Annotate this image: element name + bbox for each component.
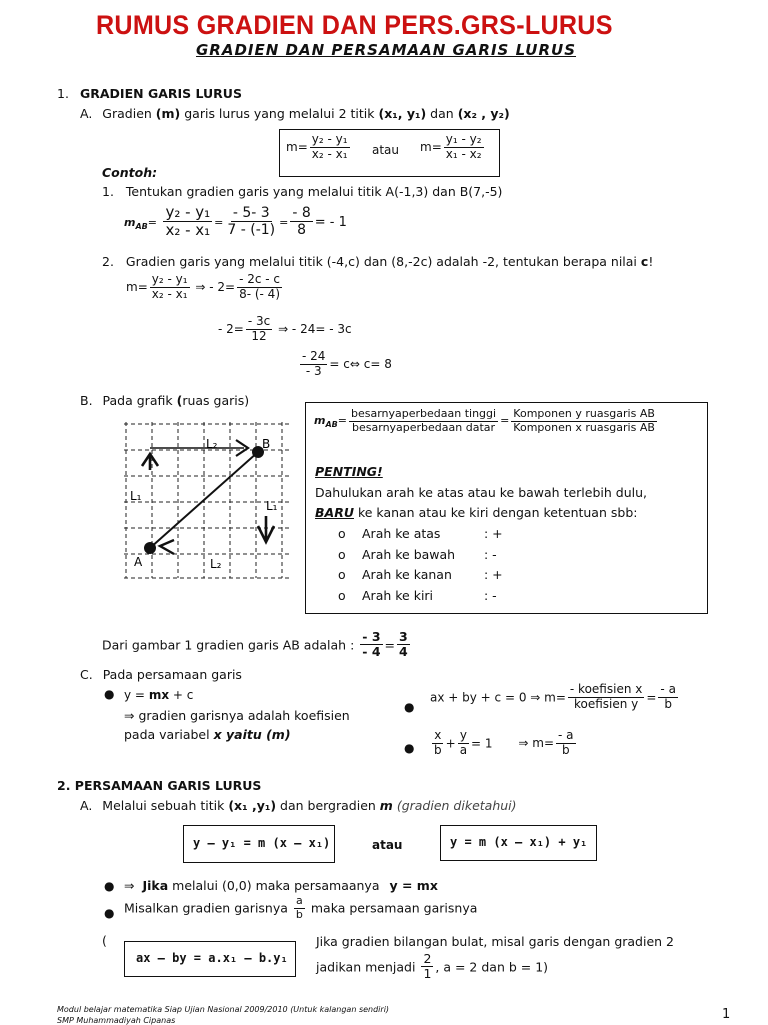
s2-bullet-1: ⇒ Jika melalui (0,0) maka persamaanya y = mx [124, 878, 438, 893]
label-l2-bottom: L₂ [210, 557, 222, 571]
c-bullet-1: y = mx + c [124, 688, 194, 702]
point-2: (x₂ , y₂) [457, 106, 510, 121]
numerator: - 8 [292, 205, 311, 222]
formula-text: y = m (x – x₁) + y₁ [450, 835, 588, 849]
denominator: 4 [399, 644, 408, 660]
numerator: y₂ - y₁ [165, 203, 211, 221]
equals: = [337, 414, 347, 428]
mab-label: $m_{AB}$ [314, 414, 338, 430]
formula-atau: atau [372, 838, 403, 852]
direction-list [338, 524, 503, 606]
numerator: - 3c [247, 314, 271, 328]
equals: = [384, 637, 396, 653]
bullet-icon: ● [104, 906, 115, 920]
example-1 [102, 184, 502, 199]
penting-line-1: Dahulukan arah ke atas atau ke bawah terlebih dulu, [315, 485, 647, 500]
denominator: - 3 [305, 363, 322, 378]
s2-bullet-2: Misalkan gradien garisnya $\frac{a}{b}$ maka persamaan garisnya [124, 894, 478, 921]
denominator: besarnyaperbedaan datar [352, 420, 496, 434]
text: Gradien [102, 106, 152, 121]
denominator: - 4 [362, 644, 381, 660]
text: ke kanan atau ke kiri dengan ketentuan sbb: [357, 505, 638, 520]
numerator: y₂ - y₁ [311, 132, 348, 146]
label-l2-top: L₂ [206, 437, 218, 451]
arrow-down-icon [258, 516, 274, 542]
c-bullet-1-line-2: ⇒ gradien garisnya adalah koefisien [124, 708, 350, 723]
text: ! [648, 254, 654, 269]
number: 2. [102, 254, 114, 269]
label-l1-right: L₁ [266, 499, 278, 513]
example-1-solution: $m_{AB}=$ $\frac{\text{y₂ - y₁}}{\text{x₂ - x₁}}$ = $\frac{- 5- 3}{7 - (-1)}$ = $\frac{- 8}{8}$ = - 1 [124, 203, 347, 240]
arrow: ⇒ - 2= [195, 279, 236, 294]
numerator: y₁ - y₂ [445, 132, 482, 146]
result: = - 1 [314, 214, 347, 230]
s2-paren: ( [102, 933, 107, 948]
denominator: x₂ - x₁ [151, 286, 188, 301]
c-bullet-1-line-3: pada variabel x yaitu (m) [124, 727, 291, 742]
text: Pada grafik [102, 393, 173, 408]
denominator: x₂ - x₁ [165, 221, 211, 240]
text: dan [430, 106, 454, 121]
m-equals: m= [126, 279, 148, 294]
bullet-icon: ● [104, 687, 115, 701]
text: = c⇔ c= 8 [329, 356, 392, 371]
numerator: besarnyaperbedaan tinggi [350, 407, 497, 420]
graph-result [102, 630, 412, 660]
number: 1. [102, 184, 114, 199]
penting-line-2 [315, 505, 637, 520]
gradient-formula-2 [420, 133, 486, 162]
denominator: x₁ - x₂ [445, 146, 482, 161]
gradient-formula-1 [286, 133, 352, 162]
denominator: Komponen x ruasgaris AB [513, 420, 655, 434]
mab-definition [314, 408, 659, 434]
label: B. [80, 393, 93, 408]
list-item: o Arah ke kiri : - [338, 587, 497, 603]
mab-label: $m_{AB}$ [124, 215, 148, 231]
denominator: 8- (- 4) [239, 286, 280, 301]
section-2-title: 2. PERSAMAAN GARIS LURUS [57, 778, 262, 793]
s2-bullet-3-line-2: jadikan menjadi $\frac{2}{1}$ , a = 2 dan b = 1) [316, 951, 549, 982]
arrow-up-icon [142, 454, 158, 470]
footer-line-2: SMP Muhammadiyah Cipanas [57, 1016, 176, 1025]
subsection-1b [80, 393, 249, 408]
list-item: o Arah ke atas : + [338, 526, 503, 541]
section-1-title: GRADIEN GARIS LURUS [80, 86, 242, 101]
formula-text: ax – by = a.x₁ – b.y₁ [136, 951, 288, 965]
numerator: y₂ - y₁ [151, 272, 188, 286]
point-a [144, 542, 156, 554]
denominator: x₂ - x₁ [311, 146, 348, 161]
subsection-1c [80, 667, 242, 682]
m-equals: m= [286, 139, 308, 154]
list-item: o Arah ke kanan : + [338, 567, 503, 582]
subsection-1a [80, 106, 510, 121]
example-2 [102, 254, 653, 269]
c-bullet-3: $\frac{x}{b}$ + $\frac{y}{a}$ = 1 ⇒ m= $\frac{- a}{b}$ [434, 728, 574, 757]
label: C. [80, 667, 93, 682]
variable-c: c [640, 254, 649, 269]
example-2-line-2 [218, 315, 352, 344]
formula-atau: atau [372, 143, 400, 157]
numerator: - 24 [302, 349, 326, 363]
example-2-line-1 [126, 273, 284, 302]
penting-heading: PENTING! [315, 464, 383, 479]
list-item: o Arah ke bawah : - [338, 546, 497, 562]
text: Gradien garis yang melalui titik (-4,c) dan (8,-2c) adalah -2, tentukan berapa nilai [125, 254, 637, 269]
text: Pada persamaan garis [102, 667, 242, 682]
contoh-label: Contoh: [102, 165, 158, 180]
label-a: A [134, 555, 143, 569]
m-symbol: (m) [155, 106, 181, 121]
numerator: Komponen y ruasgaris AB [513, 407, 655, 420]
m-equals: m= [420, 139, 442, 154]
numerator: - 5- 3 [232, 205, 270, 222]
s2-bullet-3-line-1: Jika gradien bilangan bulat, misal garis dengan gradien 2 [316, 934, 675, 949]
equals: = [500, 414, 510, 428]
text: ruas garis) [182, 393, 250, 408]
numerator: - 3 [362, 629, 381, 644]
text: - 2= [218, 321, 244, 336]
label-b: B [262, 437, 271, 451]
text: Tentukan gradien garis yang melalui titik A(-1,3) dan B(7,-5) [125, 184, 503, 199]
denominator: 8 [297, 222, 307, 239]
numerator: 3 [399, 629, 408, 644]
numerator: - 2c - c [239, 272, 281, 286]
page-number: 1 [722, 1007, 731, 1022]
text: Dari gambar 1 gradien garis AB adalah : [102, 637, 355, 653]
denominator: 12 [251, 328, 267, 343]
arrow-left-icon [160, 540, 174, 554]
page-title: RUMUS GRADIEN DAN PERS.GRS-LURUS [96, 10, 613, 40]
line-segment-graph [120, 418, 300, 583]
label-l1-left: L₁ [130, 489, 142, 503]
text: ⇒ - 24= - 3c [278, 321, 352, 336]
baru: BARU [315, 505, 354, 520]
formula-text: y – y₁ = m (x – x₁) [193, 836, 331, 850]
subsection-2a: A. Melalui sebuah titik (x₁ ,y₁) dan bergradien m (gradien diketahui) [80, 798, 517, 813]
example-2-line-3 [298, 350, 392, 379]
text: garis lurus yang melalui 2 titik [184, 106, 375, 121]
bullet-icon: ● [404, 741, 415, 755]
section-1-number: 1. [57, 86, 69, 101]
page-subtitle: GRADIEN DAN PERSAMAAN GARIS LURUS [196, 41, 577, 59]
point-1: (x₁, y₁) [378, 106, 427, 121]
bullet-icon: ● [104, 879, 115, 893]
equals: = [147, 215, 157, 229]
label: A. [80, 106, 93, 121]
bullet-icon: ● [404, 700, 415, 714]
c-bullet-2: ax + by + c = 0 ⇒ m= $\frac{\text{- koefisien x}}{\text{koefisien y}}$ = $\frac{- a}{b}$ [430, 682, 676, 711]
footer-line-1: Modul belajar matematika Siap Ujian Nasional 2009/2010 (Untuk kalangan sendiri) [57, 1005, 390, 1014]
denominator: 7 - (-1) [227, 222, 276, 239]
paren: ( [176, 393, 183, 408]
